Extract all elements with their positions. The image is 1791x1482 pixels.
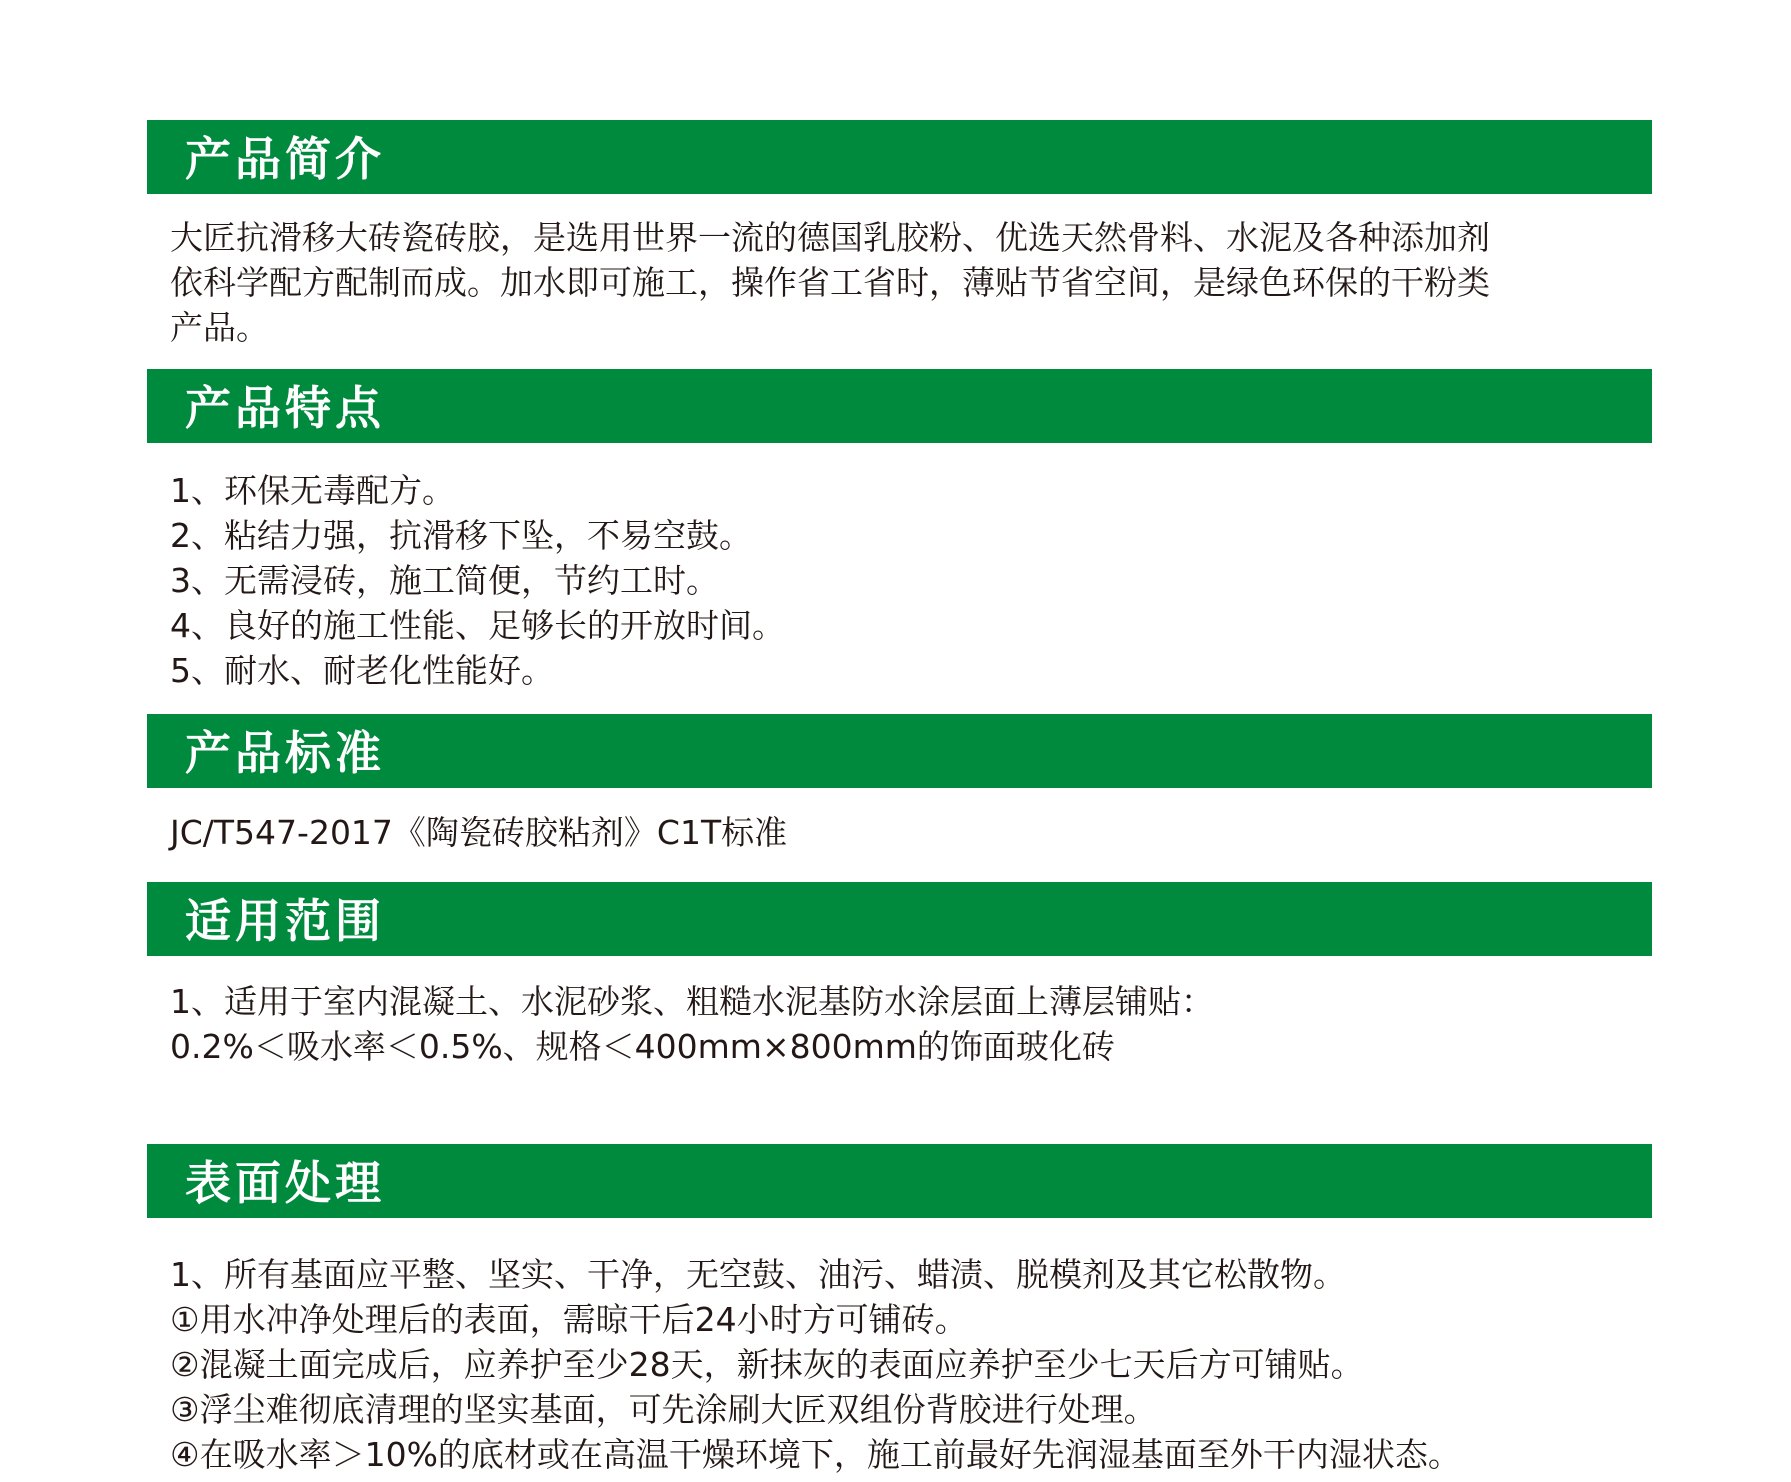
- section-title: 表面处理: [185, 1156, 385, 1210]
- list-item: 1、环保无毒配方。: [170, 471, 455, 510]
- list-item: ②混凝土面完成后，应养护至少28天，新抹灰的表面应养护至少七天后方可铺贴。: [170, 1345, 1364, 1384]
- list-item: 1、适用于室内混凝土、水泥砂浆、粗糙水泥基防水涂层面上薄层铺贴：: [170, 982, 1214, 1021]
- section-title: 适用范围: [185, 894, 385, 948]
- list-item: ①用水冲净处理后的表面，需晾干后24小时方可铺砖。: [170, 1300, 968, 1339]
- section-body-intro: [170, 215, 1650, 350]
- section-header-features: [147, 369, 1652, 443]
- list-item: ④在吸水率＞10%的底材或在高温干燥环境下，施工前最好先润湿基面至外干内湿状态。: [170, 1435, 1461, 1474]
- section-header-standard: [147, 714, 1652, 788]
- list-item: 1、所有基面应平整、坚实、干净，无空鼓、油污、蜡渍、脱模剂及其它松散物。: [170, 1255, 1346, 1294]
- section-body-standard: [170, 810, 1650, 855]
- section-header-surface: [147, 1144, 1652, 1218]
- paragraph-line: 依科学配方配制而成。加水即可施工，操作省工省时，薄贴节省空间，是绿色环保的干粉类: [170, 263, 1490, 302]
- section-body-scope: [170, 979, 1650, 1069]
- section-body-features: [170, 468, 1650, 693]
- list-item: 2、粘结力强，抗滑移下坠，不易空鼓。: [170, 516, 752, 555]
- paragraph-line: 大匠抗滑移大砖瓷砖胶，是选用世界一流的德国乳胶粉、优选天然骨料、水泥及各种添加剂: [170, 218, 1490, 257]
- section-header-intro: [147, 120, 1652, 194]
- section-title: 产品特点: [185, 381, 385, 435]
- list-item: ③浮尘难彻底清理的坚实基面，可先涂刷大匠双组份背胶进行处理。: [170, 1390, 1157, 1429]
- list-item: 0.2%＜吸水率＜0.5%、规格＜400mm×800mm的饰面玻化砖: [170, 1027, 1115, 1066]
- section-title: 产品简介: [185, 132, 385, 186]
- list-item: 3、无需浸砖，施工简便，节约工时。: [170, 561, 719, 600]
- list-item: 5、耐水、耐老化性能好。: [170, 651, 554, 690]
- list-item: 4、良好的施工性能、足够长的开放时间。: [170, 606, 785, 645]
- section-title: 产品标准: [185, 726, 385, 780]
- paragraph-line: JC/T547-2017《陶瓷砖胶粘剂》C1T标准: [170, 813, 788, 852]
- paragraph-line: 产品。: [170, 308, 269, 347]
- section-header-scope: [147, 882, 1652, 956]
- section-body-surface: [170, 1252, 1650, 1477]
